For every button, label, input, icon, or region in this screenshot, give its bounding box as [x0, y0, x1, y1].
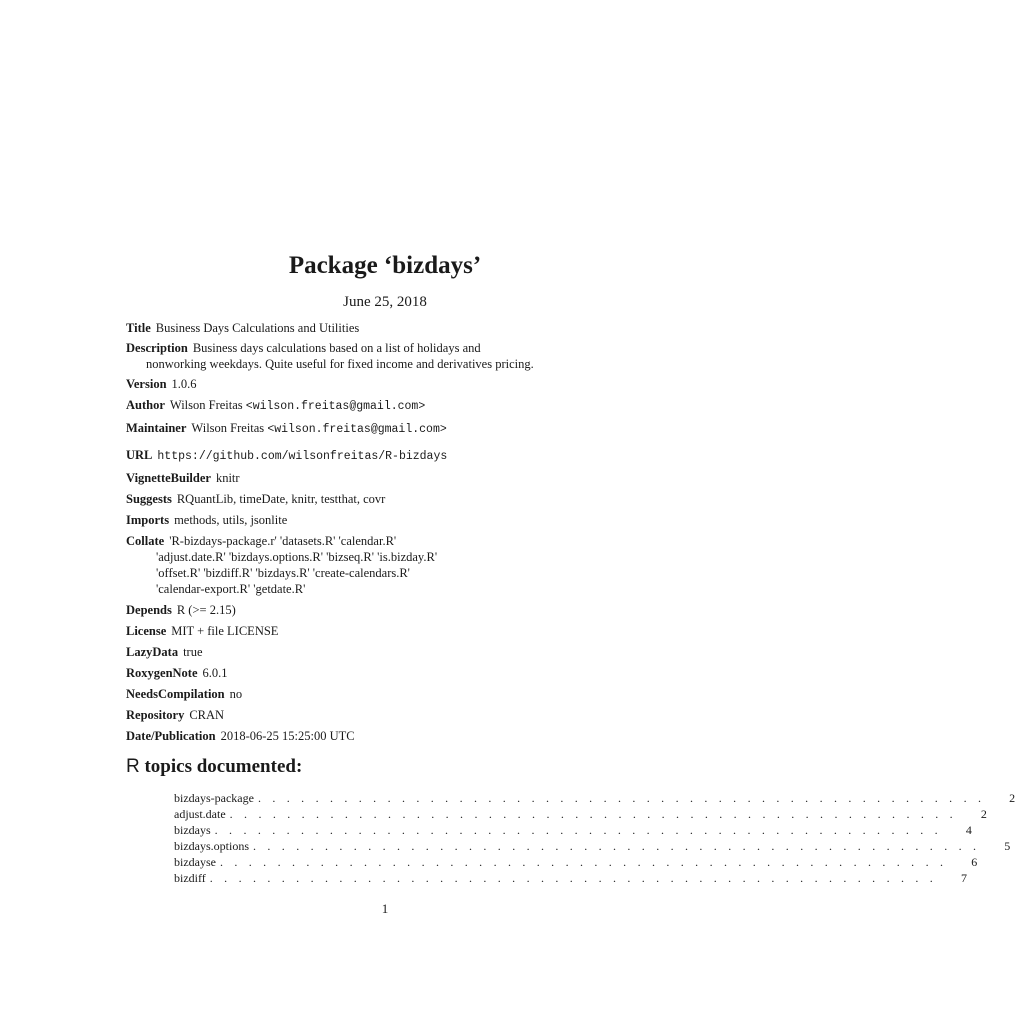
field-key: Version — [126, 377, 167, 391]
field-key: License — [126, 624, 167, 638]
field-lazydata — [126, 644, 646, 660]
field-value: 6.0.1 — [202, 666, 228, 680]
field-key: Collate — [126, 534, 165, 548]
field-value: no — [229, 687, 243, 701]
field-value-continued: 'calendar-export.R' 'getdate.R' — [156, 582, 306, 596]
toc-entry-name[interactable]: bizdays-package — [174, 791, 254, 805]
field-value: RQuantLib, timeDate, knitr, testthat, covr — [176, 492, 386, 506]
toc-list — [174, 790, 1015, 886]
field-key: Maintainer — [126, 421, 187, 435]
field-license — [126, 623, 646, 639]
description-fields — [126, 320, 646, 744]
toc-entry-page[interactable]: 2 — [1009, 791, 1015, 805]
toc-entry-page[interactable]: 6 — [971, 855, 978, 869]
field-author — [126, 397, 646, 415]
url-link[interactable]: https://github.com/wilsonfreitas/R-bizdays — [157, 450, 448, 463]
field-value: 2018-06-25 15:25:00 UTC — [220, 729, 355, 743]
field-value: methods, utils, jsonlite — [174, 513, 288, 527]
field-depends — [126, 602, 646, 618]
toc-entry-name[interactable]: bizdayse — [174, 855, 216, 869]
field-roxygennote — [126, 665, 646, 681]
field-key: Repository — [126, 708, 185, 722]
toc-entry-page[interactable]: 5 — [1004, 839, 1011, 853]
field-needscompilation — [126, 686, 646, 702]
field-imports — [126, 512, 646, 528]
package-title: Package ‘bizdays’ — [288, 252, 482, 279]
field-value: Business days calculations based on a list of holidays and — [192, 341, 481, 355]
toc-leader-dots: . . . . . . . . . . . . . . . . . . . . . . . . . . . . . . . . . . . . . . . . . . . . . . . . . . . — [229, 807, 957, 821]
field-value: Wilson Freitas <wilson.freitas@gmail.com> — [169, 398, 426, 413]
field-value: knitr — [215, 471, 240, 485]
field-key: Imports — [126, 513, 170, 527]
field-title — [126, 320, 646, 336]
field-key: VignetteBuilder — [126, 471, 211, 485]
field-suggests — [126, 491, 646, 507]
toc-heading — [126, 756, 302, 778]
page-number: 1 — [381, 901, 389, 916]
toc-entry-page[interactable]: 4 — [965, 823, 972, 837]
toc-entry[interactable] — [174, 822, 972, 838]
field-value: MIT + file LICENSE — [171, 624, 279, 638]
field-collate — [126, 533, 646, 597]
field-key: URL — [126, 448, 153, 462]
toc-leader-dots: . . . . . . . . . . . . . . . . . . . . . . . . . . . . . . . . . . . . . . . . . . . . . . . . . . . — [257, 791, 986, 805]
toc-entry-name[interactable]: bizdays — [174, 823, 211, 837]
field-maintainer — [126, 420, 646, 438]
field-value-continued: 'offset.R' 'bizdiff.R' 'bizdays.R' 'create-calendars.R' — [156, 566, 410, 580]
toc-entry-name[interactable]: bizdiff — [174, 871, 206, 885]
field-key: Title — [126, 321, 151, 335]
toc-entry[interactable] — [174, 790, 1015, 806]
field-description — [126, 340, 646, 372]
field-key: Description — [126, 341, 188, 355]
toc-leader-dots: . . . . . . . . . . . . . . . . . . . . . . . . . . . . . . . . . . . . . . . . . . . . . . . . . . . — [219, 855, 948, 869]
field-value: 'R-bizdays-package.r' 'datasets.R' 'calendar.R' — [169, 534, 397, 548]
field-key: RoxygenNote — [126, 666, 198, 680]
field-key: Author — [126, 398, 165, 412]
field-value: Business Days Calculations and Utilities — [155, 321, 360, 335]
field-repository — [126, 707, 646, 723]
package-date: June 25, 2018 — [343, 294, 427, 310]
field-key: NeedsCompilation — [126, 687, 225, 701]
field-value: true — [183, 645, 203, 659]
toc-entry-page[interactable]: 7 — [960, 871, 967, 885]
toc-leader-dots: . . . . . . . . . . . . . . . . . . . . . . . . . . . . . . . . . . . . . . . . . . . . . . . . . . . — [209, 871, 937, 885]
r-logo-letter: R — [126, 756, 140, 777]
toc-entry-page[interactable]: 2 — [980, 807, 987, 821]
toc-entry[interactable] — [174, 806, 987, 822]
field-key: Suggests — [126, 492, 172, 506]
field-key: LazyData — [126, 645, 179, 659]
field-value-continued: 'adjust.date.R' 'bizdays.options.R' 'bizseq.R' 'is.bizday.R' — [156, 550, 438, 564]
toc-entry[interactable] — [174, 870, 967, 886]
field-key: Depends — [126, 603, 172, 617]
field-value: Wilson Freitas <wilson.freitas@gmail.com> — [191, 421, 447, 436]
field-vignettebuilder — [126, 470, 646, 486]
field-value-continued: nonworking weekdays. Quite useful for fixed income and derivatives pricing. — [146, 357, 534, 371]
toc-leader-dots: . . . . . . . . . . . . . . . . . . . . . . . . . . . . . . . . . . . . . . . . . . . . . . . . . . . — [214, 823, 942, 837]
field-value: CRAN — [189, 708, 225, 722]
toc-entry-name[interactable]: bizdays.options — [174, 839, 249, 853]
field-datepublication — [126, 728, 646, 744]
field-version — [126, 376, 646, 392]
field-key: Date/Publication — [126, 729, 216, 743]
field-value: 1.0.6 — [171, 377, 197, 391]
toc-heading-text: topics documented: — [144, 756, 303, 777]
toc-entry[interactable] — [174, 854, 978, 870]
toc-entry-name[interactable]: adjust.date — [174, 807, 226, 821]
toc-entry[interactable] — [174, 838, 1011, 854]
field-url — [126, 447, 646, 465]
toc-leader-dots: . . . . . . . . . . . . . . . . . . . . . . . . . . . . . . . . . . . . . . . . . . . . . . . . . . . — [253, 839, 981, 853]
field-value: R (>= 2.15) — [176, 603, 236, 617]
